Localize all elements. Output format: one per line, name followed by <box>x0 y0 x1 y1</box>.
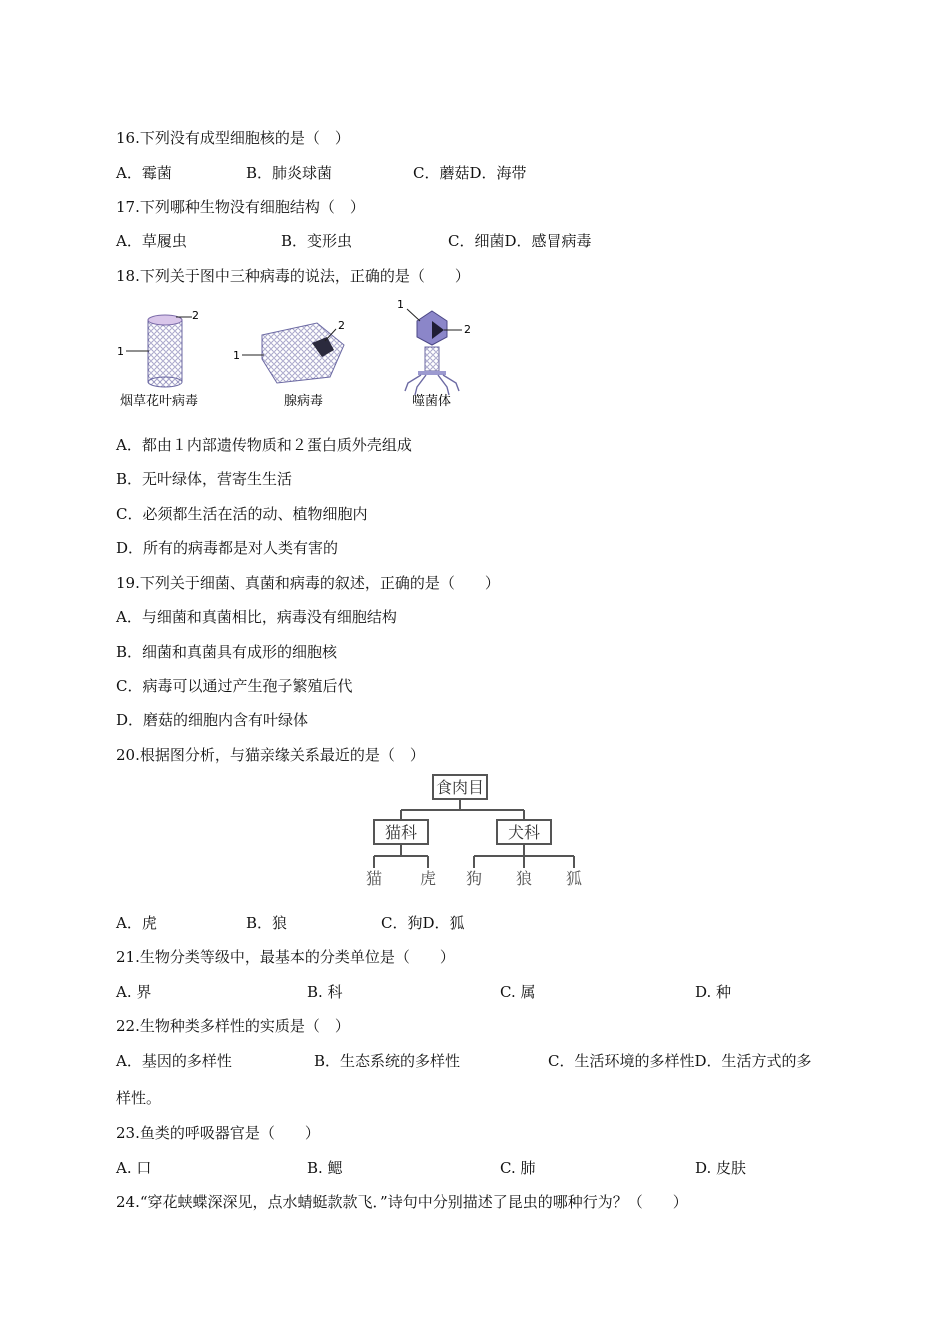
phage-caption: 噬菌体 <box>412 394 452 409</box>
tree-leaf-dog: 狗 <box>465 869 483 888</box>
q16-option-cd: C．蘑菇D．海带 <box>413 164 527 182</box>
phage-label-2: 2 <box>464 323 471 336</box>
q19-option-d: D．磨菇的细胞内含有叶绿体 <box>116 711 309 729</box>
tree-family-dog: 犬科 <box>507 823 541 842</box>
taxonomy-tree <box>362 770 592 890</box>
q19-option-a: A．与细菌和真菌相比，病毒没有细胞结构 <box>116 608 397 626</box>
q22-option-b: B．生态系统的多样性 <box>314 1052 461 1070</box>
q16-option-b: B．肺炎球菌 <box>246 164 333 182</box>
q18-option-d: D．所有的病毒都是对人类有害的 <box>116 539 339 557</box>
tobacco-mosaic-virus-image <box>126 315 192 387</box>
q18-option-a: A．都由１内部遗传物质和２蛋白质外壳组成 <box>116 436 412 454</box>
tmv-caption: 烟草花叶病毒 <box>120 394 199 409</box>
q23-option-d: D. 皮肤 <box>695 1159 747 1177</box>
q17-option-b: B．变形虫 <box>281 232 353 250</box>
q21-option-a: A. 界 <box>116 983 152 1001</box>
adenovirus-image <box>242 323 344 383</box>
question-20-stem: 20.根据图分析，与猫亲缘关系最近的是（ ） <box>116 746 425 764</box>
adeno-caption: 腺病毒 <box>284 394 324 409</box>
tree-leaf-fox: 狐 <box>565 869 583 888</box>
question-23-stem: 23.鱼类的呼吸器官是（ ） <box>116 1124 320 1142</box>
q23-option-b: B. 鳃 <box>307 1159 343 1177</box>
virus-figure <box>112 295 472 415</box>
q17-option-a: A．草履虫 <box>116 232 187 250</box>
q19-option-c: C．病毒可以通过产生孢子繁殖后代 <box>116 677 353 695</box>
question-18-stem: 18.下列关于图中三种病毒的说法，正确的是（ ） <box>116 267 470 285</box>
q17-option-cd: C．细菌D．感冒病毒 <box>448 232 592 250</box>
tree-order: 食肉目 <box>435 778 485 797</box>
adeno-label-2: 2 <box>338 319 345 332</box>
question-16-stem: 16.下列没有成型细胞核的是（ ） <box>116 129 350 147</box>
adeno-label-1: 1 <box>233 349 240 362</box>
q16-option-a: A．霉菌 <box>116 164 172 182</box>
q21-option-d: D. 种 <box>695 983 732 1001</box>
q20-option-a: A．虎 <box>116 914 157 932</box>
q22-option-cd: C．生活环境的多样性D．生活方式的多 <box>548 1052 812 1070</box>
q20-option-cd: C．狗D．狐 <box>381 914 465 932</box>
tree-leaf-tiger: 虎 <box>419 869 437 888</box>
q21-option-b: B. 科 <box>307 983 343 1001</box>
tree-family-cat: 猫科 <box>384 823 418 842</box>
bacteriophage-image <box>405 309 462 395</box>
q18-option-b: B．无叶绿体，营寄生生活 <box>116 470 293 488</box>
q23-option-c: C. 肺 <box>500 1159 536 1177</box>
tree-leaf-wolf: 狼 <box>515 869 533 888</box>
phage-label-1: 1 <box>397 298 404 311</box>
question-24-stem: 24.“穿花蛱蝶深深见，点水蜻蜓款款飞．”诗句中分别描述了昆虫的哪种行为？（ ） <box>116 1193 688 1211</box>
q18-option-c: C．必须都生活在活的动、植物细胞内 <box>116 505 368 523</box>
question-22-stem: 22.生物种类多样性的实质是（ ） <box>116 1017 350 1035</box>
q23-option-a: A. 口 <box>116 1159 152 1177</box>
question-17-stem: 17.下列哪种生物没有细胞结构（ ） <box>116 198 365 216</box>
tmv-label-1: 1 <box>117 345 124 358</box>
q20-option-b: B．狼 <box>246 914 288 932</box>
q22-option-a: A．基因的多样性 <box>116 1052 232 1070</box>
q22-option-d-continued: 样性。 <box>116 1089 162 1107</box>
tmv-label-2: 2 <box>192 309 199 322</box>
question-21-stem: 21.生物分类等级中，最基本的分类单位是（ ） <box>116 948 455 966</box>
q21-option-c: C. 属 <box>500 983 536 1001</box>
tree-leaf-cat: 猫 <box>365 869 383 888</box>
q19-option-b: B．细菌和真菌具有成形的细胞核 <box>116 643 338 661</box>
question-19-stem: 19.下列关于细菌、真菌和病毒的叙述，正确的是（ ） <box>116 574 500 592</box>
